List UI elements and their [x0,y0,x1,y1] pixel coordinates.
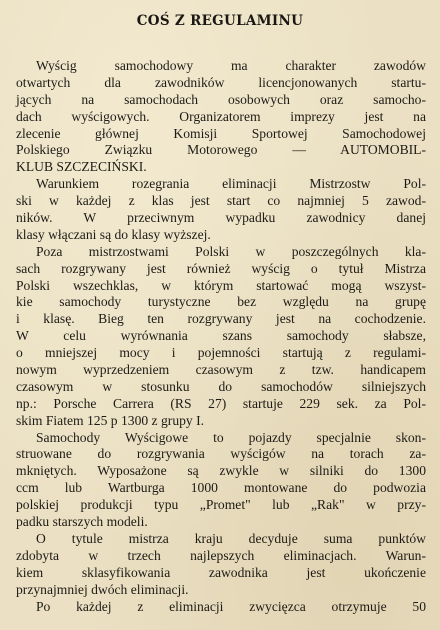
text-line: KLUB SZCZECIŃSKI. [16,159,147,175]
text-line: zdobyta w trzech najlepszych eliminacjach. Warun- [16,547,426,563]
text-line: W celu wyrównania szans samochody słabsze, [16,328,426,344]
article-body [16,58,426,615]
text-line: np.: Porsche Carrera (RS 27) startuje 229 sek. za Pol- [16,395,426,411]
paragraph-6 [16,599,426,616]
paragraph-5 [16,531,426,599]
text-line: czasowym w stosunku do samochodów silniejszych [16,378,426,394]
text-line: Polskiego Związku Motorowego — AUTOMOBIL- [16,142,426,158]
paragraph-1 [16,58,426,176]
text-line: struowane do rozgrywania wyścigów na torach za- [16,446,426,462]
text-line: ników. W przeciwnym wypadku zawodnicy danej [16,210,426,226]
text-line: jących na samochodach osobowych oraz samocho- [16,91,426,107]
text-line: Wyścig samochodowy ma charakter zawodów [36,58,426,73]
text-line: Po każdej z eliminacji zwycięzca otrzymuje 50 [36,598,426,614]
text-line: O tytule mistrza kraju decyduje suma punktów [36,530,426,546]
text-line: kiem sklasyfikowania zawodnika jest ukończenie [16,564,426,580]
text-line: otwartych dla zawodników licencjonowanych startu- [16,74,426,90]
text-line: polskiej produkcji typu „Promet" lub „Rak" w przy- [16,497,426,513]
text-line: Warunkiem rozegrania eliminacji Mistrzostw Pol- [36,176,426,192]
text-line: Polski wszechklas, w którym startować mogą wszyst- [16,277,426,293]
text-line: o mniejszej mocy i pojemności startują z regulami- [16,345,426,361]
text-line: skim Fiatem 125 p 1300 z grupy I. [16,412,205,428]
text-line: sach rozgrywany jest również wyścig o tytuł Mistrza [16,260,426,276]
text-line: klasy włączani są do klasy wyższej. [16,226,211,242]
text-line: przynajmniej dwóch eliminacji. [16,581,189,597]
text-line: dach wyścigowych. Organizatorem imprezy jest na [16,108,426,124]
text-line: kie samochody turystyczne bez względu na grupę [16,294,426,310]
paragraph-4 [16,430,426,531]
text-line: Poza mistrzostwami Polski w poszczególnych kla- [36,243,426,259]
text-line: zlecenie głównej Komisji Sportowej Samochodowej [16,125,426,141]
paragraph-2 [16,176,426,244]
text-line: ski w każdej z klas jest start co najmniej 5 zawod- [16,193,426,209]
text-line: padku starszych modeli. [16,514,148,530]
text-line: ccm lub Wartburga 1000 montowane do podwozia [16,480,426,496]
paragraph-3 [16,244,426,430]
text-line: Samochody Wyścigowe to pojazdy specjalnie skon- [36,429,426,445]
text-line: i klasę. Bieg ten rozgrywany jest na cochodzenie. [16,311,426,327]
text-line: nowym wyprzedzeniem czasowym z tzw. handicapem [16,362,426,378]
article-title: COŚ Z REGULAMINU [136,13,304,29]
text-line: mkniętych. Wyposażone są zwykle w silniki do 1300 [16,463,426,479]
